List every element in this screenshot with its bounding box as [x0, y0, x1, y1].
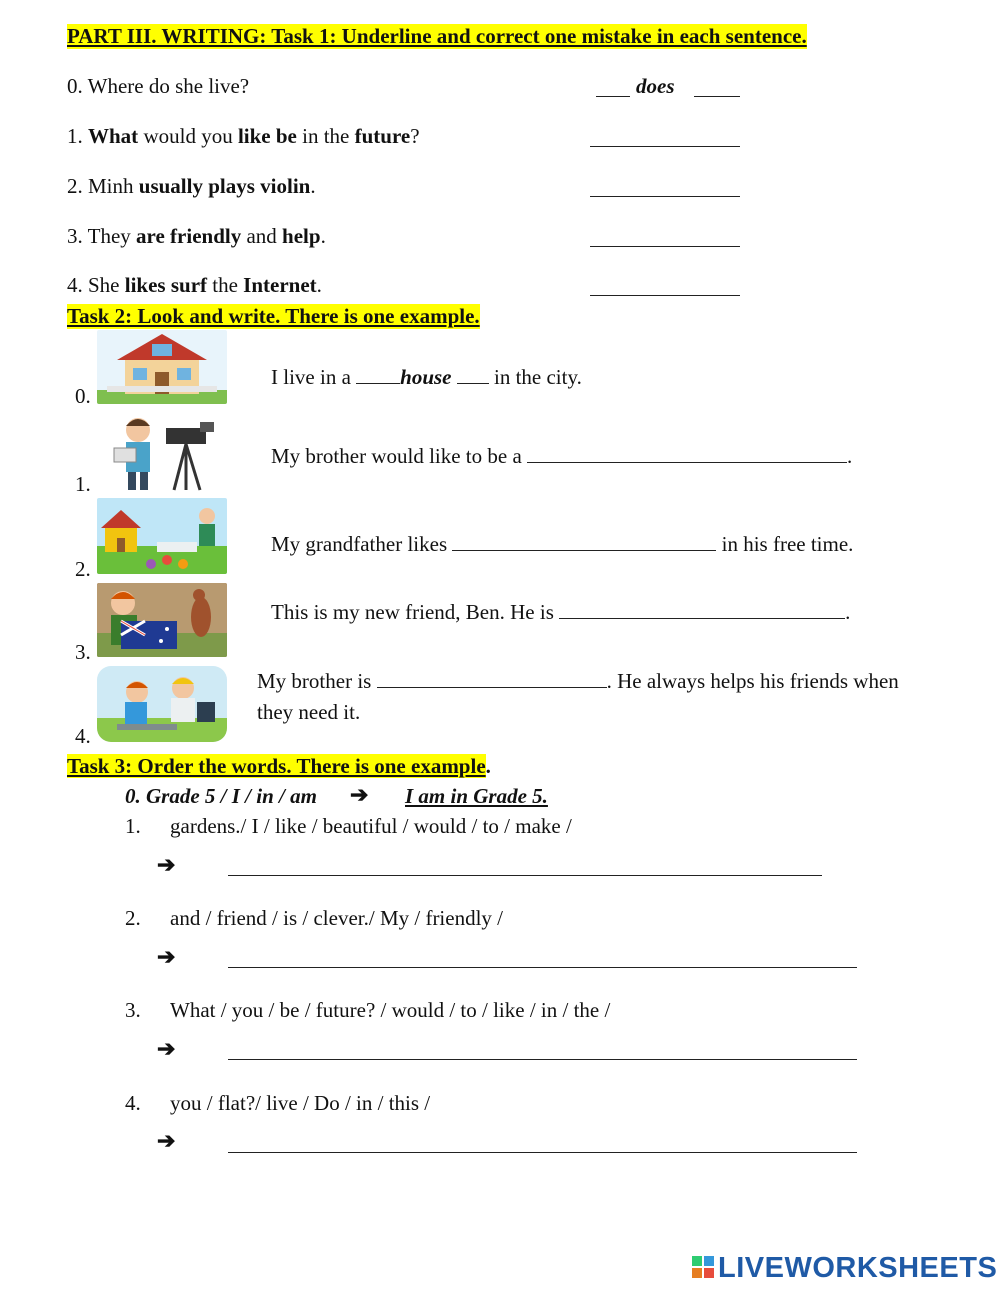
task1-sentence-3: 3. They are friendly and help.	[67, 224, 326, 248]
task2-sentence-2: My grandfather likes in his free time.	[271, 532, 854, 556]
task3-words-2: and / friend / is / clever./ My / friendly /	[170, 906, 504, 930]
task2-sentence-0: I live in a house in the city.	[271, 365, 582, 389]
task2-sentence-1: My brother would like to be a .	[271, 444, 853, 468]
task3-num-1: 1.	[125, 814, 141, 838]
task1-answer-line-3[interactable]	[590, 246, 740, 247]
task2-answer-line-4[interactable]	[377, 687, 607, 688]
task3-words-4: you / flat?/ live / Do / in / this /	[170, 1091, 431, 1115]
task2-answer-line-1[interactable]	[527, 462, 847, 463]
task2-num-4: 4.	[75, 724, 91, 748]
liveworksheets-logo-icon	[692, 1256, 714, 1278]
task1-example-answer: does	[636, 74, 675, 98]
task3-heading: Task 3: Order the words. There is one example.	[67, 754, 491, 778]
task1-sentence-2: 2. Minh usually plays violin.	[67, 174, 316, 198]
arrow-right-icon: ➔	[157, 944, 176, 969]
task3-words-1: gardens./ I / like / beautiful / would / to / make /	[170, 814, 572, 838]
task3-answer-line-1[interactable]	[228, 875, 822, 876]
arrow-right-icon: ➔	[157, 1036, 176, 1061]
arrow-right-icon: ➔	[157, 852, 176, 877]
task1-sentence-1: 1. What would you like be in the future?	[67, 124, 420, 148]
task2-answer-line-3[interactable]	[559, 618, 845, 619]
task3-num-2: 2.	[125, 906, 141, 930]
task1-example-line-left	[596, 96, 630, 97]
task3-answer-line-4[interactable]	[228, 1152, 857, 1153]
task2-sentence-4: My brother is . He always helps his friends when	[257, 669, 899, 693]
task3-words-3: What / you / be / future? / would / to / like / in / the /	[170, 998, 611, 1022]
task2-heading: Task 2: Look and write. There is one example.	[67, 304, 480, 328]
task3-answer-line-2[interactable]	[228, 967, 857, 968]
liveworksheets-brand[interactable]: LIVEWORKSHEETS	[718, 1252, 998, 1284]
task2-num-1: 1.	[75, 472, 91, 496]
task1-heading: PART III. WRITING: Task 1: Underline and correct one mistake in each sentence.	[67, 24, 807, 48]
task2-num-0: 0.	[75, 384, 91, 408]
task1-answer-line-2[interactable]	[590, 196, 740, 197]
cameraman-picture	[110, 414, 220, 492]
arrow-right-icon: ➔	[157, 1128, 176, 1153]
task1-sentence-4: 4. She likes surf the Internet.	[67, 273, 322, 297]
task3-num-4: 4.	[125, 1091, 141, 1115]
arrow-right-icon: ➔	[350, 782, 369, 807]
task2-num-2: 2.	[75, 557, 91, 581]
task1-answer-line-1[interactable]	[590, 146, 740, 147]
task2-sentence-4-line2: they need it.	[257, 700, 361, 724]
australia-friend-picture	[97, 583, 227, 657]
task1-example-line-right	[694, 96, 740, 97]
gardening-picture	[97, 498, 227, 574]
task3-answer-line-3[interactable]	[228, 1059, 857, 1060]
task1-answer-line-4[interactable]	[590, 295, 740, 296]
task3-num-3: 3.	[125, 998, 141, 1022]
task2-sentence-3: This is my new friend, Ben. He is .	[271, 600, 851, 624]
task3-example-prompt: 0. Grade 5 / I / in / am	[125, 784, 317, 808]
task2-answer-line-2[interactable]	[452, 550, 716, 551]
task1-example-sentence: 0. Where do she live?	[67, 74, 250, 98]
helping-friends-picture	[97, 666, 227, 742]
house-picture	[97, 330, 227, 404]
task2-num-3: 3.	[75, 640, 91, 664]
task3-example-answer: I am in Grade 5.	[405, 784, 548, 808]
